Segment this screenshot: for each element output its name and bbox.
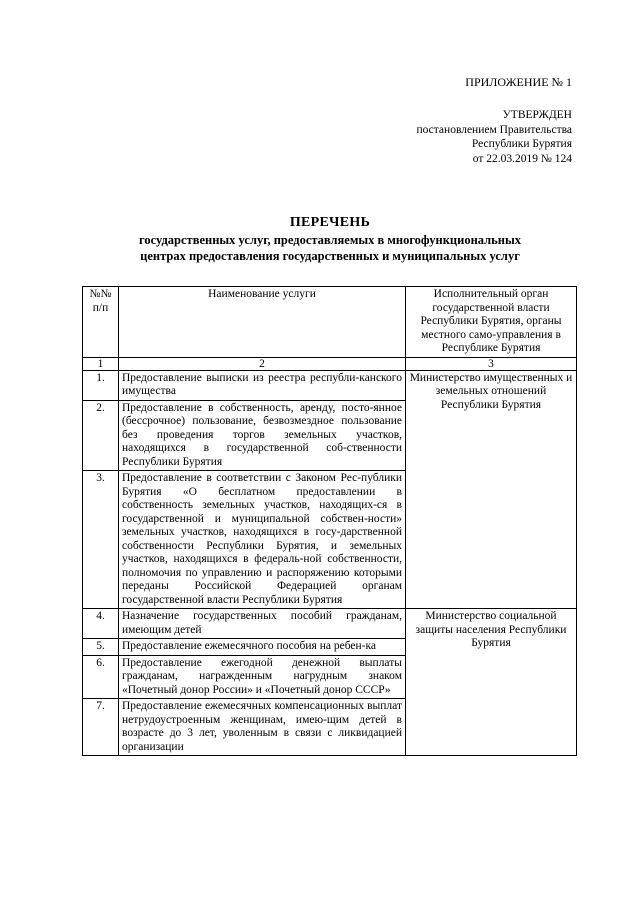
column-index-row bbox=[83, 357, 577, 370]
service-name: Предоставление ежемесячного пособия на ребен-ка bbox=[119, 639, 406, 656]
authority-name: Министерство социальной защиты населения Республики Бурятия bbox=[406, 609, 577, 756]
header-number: №№ п/п bbox=[83, 287, 119, 358]
approved-date: от 22.03.2019 № 124 bbox=[472, 152, 572, 165]
document-title: ПЕРЕЧЕНЬ bbox=[289, 215, 371, 230]
row-number: 3. bbox=[83, 471, 119, 609]
row-number: 5. bbox=[83, 639, 119, 656]
service-name: Предоставление в собственность, аренду, посто-янное (бессрочное) пользование, безвозмездное пользование без проведения торгов земельных участков, находящихся в государственной соб-ственности Республики Бурятия bbox=[119, 400, 406, 471]
approved-by-line-1: постановлением Правительства bbox=[416, 123, 572, 136]
service-name: Предоставление ежегодной денежной выплаты гражданам, награжденным нагрудным знаком «Почетный донор России» и «Почетный донор СССР» bbox=[119, 655, 406, 699]
table-row bbox=[83, 370, 577, 400]
appendix-label: ПРИЛОЖЕНИЕ № 1 bbox=[465, 75, 572, 89]
document-subtitle-line-2: центрах предоставления государственных и муниципальных услуг bbox=[140, 249, 520, 263]
header-service-name: Наименование услуги bbox=[119, 287, 406, 358]
row-number: 1. bbox=[83, 370, 119, 400]
approved-by-line-2: Республики Бурятия bbox=[471, 138, 572, 150]
approved-label: УТВЕРЖДЕН bbox=[502, 109, 572, 121]
header-authority: Исполнительный орган государственной власти Республики Бурятия, органы местного само-управления в Республике Бурятия bbox=[406, 287, 577, 358]
row-number: 2. bbox=[83, 400, 119, 471]
document-heading bbox=[80, 214, 580, 264]
service-name: Назначение государственных пособий гражданам, имеющим детей bbox=[119, 609, 406, 639]
service-name: Предоставление выписки из реестра республи-канского имущества bbox=[119, 370, 406, 400]
service-name: Предоставление ежемесячных компенсационных выплат нетрудоустроенным женщинам, имею-щим детей в возрасте до 3 лет, уволенным в связи с ликвидацией организации bbox=[119, 699, 406, 756]
row-number: 4. bbox=[83, 609, 119, 639]
row-number: 6. bbox=[83, 655, 119, 699]
document-subtitle-line-1: государственных услуг, предоставляемых в многофункциональных bbox=[139, 233, 521, 247]
service-name: Предоставление в соответствии с Законом Рес-публики Бурятия «О бесплатном предоставлении в собственность земельных участков, находящих-ся в государственной и муниципальной собствен-ности» земельных участков, находящихся в госу-дарственной собственности Республики Бурятия, и земельных участков, находящихся в федераль-ной собственности, полномочия по управлению и распоряжению которыми переданы Российской Федерацией органам государственной власти Республики Бурятия bbox=[119, 471, 406, 609]
table-row bbox=[83, 609, 577, 639]
authority-name: Министерство имущественных и земельных отношений Республики Бурятия bbox=[406, 370, 577, 609]
row-number: 7. bbox=[83, 699, 119, 756]
column-index: 3 bbox=[406, 357, 577, 370]
column-index: 1 bbox=[83, 357, 119, 370]
approval-block bbox=[416, 108, 572, 166]
column-index: 2 bbox=[119, 357, 406, 370]
table-header-row bbox=[83, 287, 577, 358]
services-table bbox=[82, 286, 577, 756]
